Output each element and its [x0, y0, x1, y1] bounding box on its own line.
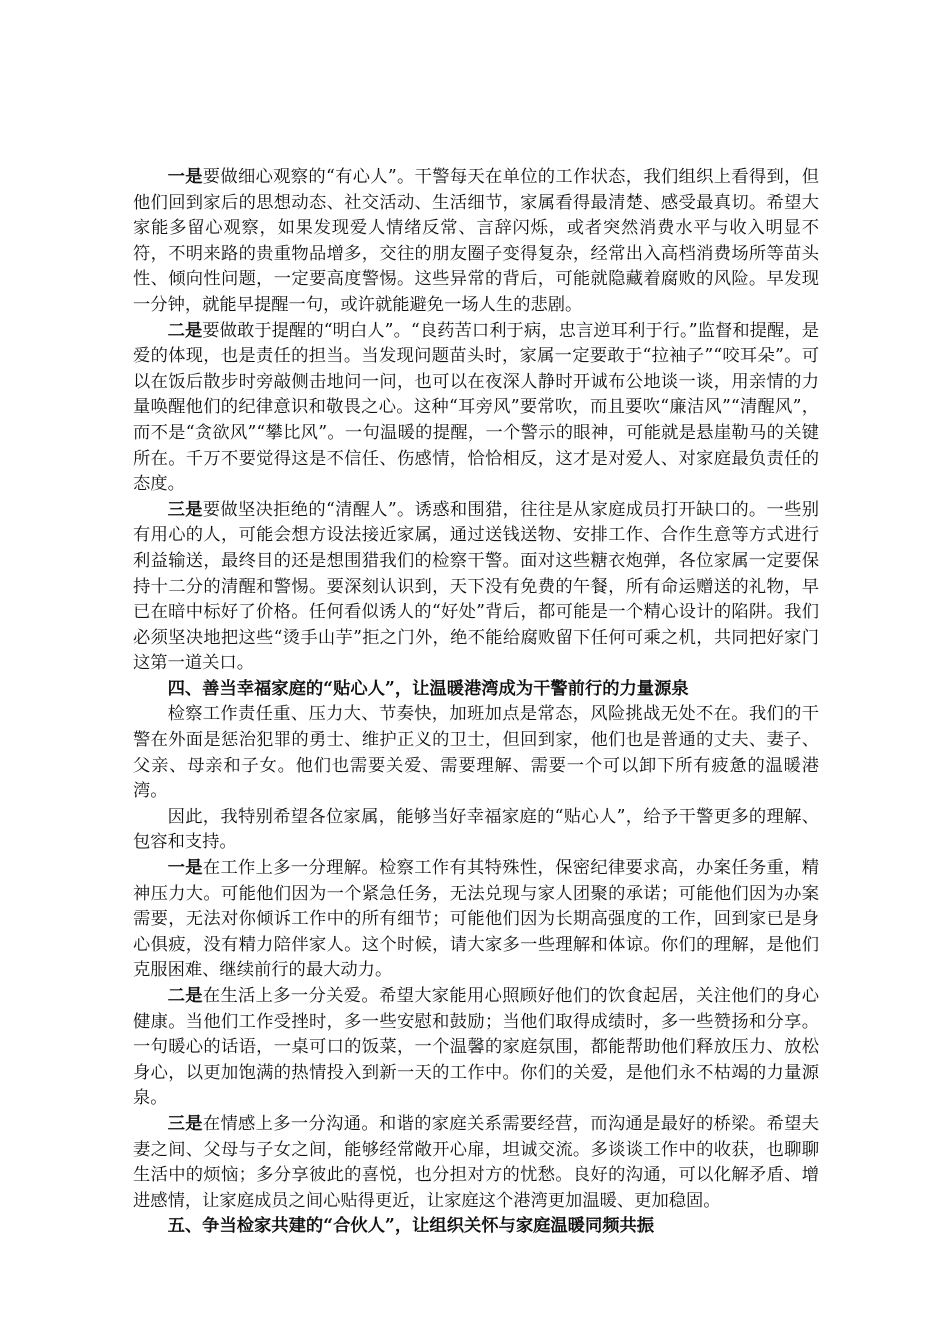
paragraph-text: 在生活上多一分关爱。希望大家能用心照顾好他们的饮食起居，关注他们的身心健康。当他们工作受挫时，多一些安慰和鼓励；当他们取得成绩时，多一些赞扬和分享。一句暖心的话语，一桌可口的饭菜，一个温馨的家庭氛围，都能帮助他们释放压力、放松身心，以更加饱满的热情投入到新一天的工作中。你们的关爱，是他们永不枯竭的力量源泉。	[133, 986, 819, 1109]
paragraph-1	[133, 165, 819, 319]
paragraph-lead: 二是	[167, 986, 203, 1006]
paragraph-lead: 一是	[167, 858, 203, 879]
section-heading-5: 五、争当检家共建的“合伙人”，让组织关怀与家庭温暖同频共振	[167, 1216, 655, 1237]
paragraph-9	[133, 1112, 819, 1214]
paragraph-8	[133, 984, 819, 1112]
paragraph-text: 在情感上多一分沟通。和谐的家庭关系需要经营，而沟通是最好的桥梁。希望夫妻之间、父母与子女之间，能够经常敞开心扉，坦诚交流。多谈谈工作中的收获，也聊聊生活中的烦恼；多分享彼此的喜悦，也分担对方的忧愁。良好的沟通，可以化解矛盾、增进感情，让家庭成员之间心贴得更近，让家庭这个港湾更加温暖、更加稳固。	[133, 1113, 819, 1211]
paragraph-text: 要做细心观察的“有心人”。干警每天在单位的工作状态，我们组织上看得到，但他们回到家后的思想动态、社交活动、生活细节，家属看得最清楚、感受最真切。希望大家能多留心观察，如果发现爱人情绪反常、言辞闪烁，或者突然消费水平与收入明显不符，不明来路的贵重物品增多，交往的朋友圈子变得复杂，经常出入高档消费场所等苗头性、倾向性问题，一定要高度警惕。这些异常的背后，可能就隐藏着腐败的风险。早发现一分钟，就能早提醒一句，或许就能避免一场人生的悲剧。	[133, 167, 819, 315]
paragraph-3	[133, 498, 819, 677]
paragraph-lead: 三是	[167, 499, 203, 520]
document-body	[133, 165, 819, 1240]
paragraph-7	[133, 856, 819, 984]
paragraph-text: 因此，我特别希望各位家属，能够当好幸福家庭的“贴心人”，给予干警更多的理解、包容和支持。	[133, 806, 819, 853]
paragraph-6	[133, 805, 819, 856]
paragraph-text: 在工作上多一分理解。检察工作有其特殊性，保密纪律要求高，办案任务重，精神压力大。可能他们因为一个紧急任务，无法兑现与家人团聚的承诺；可能他们因为办案需要，无法对你倾诉工作中的所有细节；可能他们因为长期高强度的工作，回到家已是身心俱疲，没有精力陪伴家人。这个时候，请大家多一些理解和体谅。你们的理解，是他们克服困难、继续前行的最大动力。	[133, 858, 819, 981]
paragraph-5	[133, 702, 819, 804]
paragraph-lead: 三是	[167, 1113, 203, 1134]
paragraph-lead: 一是	[167, 167, 203, 187]
paragraph-lead: 二是	[167, 320, 203, 341]
paragraph-2	[133, 319, 819, 498]
paragraph-text: 要做坚决拒绝的“清醒人”。诱惑和围猎，往往是从家庭成员打开缺口的。一些别有用心的人，可能会想方设法接近家属，通过送钱送物、安排工作、合作生意等方式进行利益输送，最终目的还是想围猎我们的检察干警。面对这些糖衣炮弹，各位家属一定要保持十二分的清醒和警惕。要深刻认识到，天下没有免费的午餐，所有命运赠送的礼物，早已在暗中标好了价格。任何看似诱人的“好处”背后，都可能是一个精心设计的陷阱。我们必须坚决地把这些“烫手山芋”拒之门外，绝不能给腐败留下任何可乘之机，共同把好家门这第一道关口。	[133, 499, 819, 674]
section-heading-4: 四、善当幸福家庭的“贴心人”，让温暖港湾成为干警前行的力量源泉	[167, 678, 689, 699]
paragraph-text: 要做敢于提醒的“明白人”。“良药苦口利于病，忠言逆耳利于行。”监督和提醒，是爱的体现，也是责任的担当。当发现问题苗头时，家属一定要敢于“拉袖子”“咬耳朵”。可以在饭后散步时旁敲侧击地问一问，也可以在夜深人静时开诚布公地谈一谈，用亲情的力量唤醒他们的纪律意识和敬畏之心。这种“耳旁风”要常吹，而且要吹“廉洁风”“清醒风”，而不是“贪欲风”“攀比风”。一句温暖的提醒，一个警示的眼神，可能就是悬崖勒马的关键所在。千万不要觉得这是不信任、伤感情，恰恰相反，这才是对爱人、对家庭最负责任的态度。	[133, 320, 819, 495]
paragraph-text: 检察工作责任重、压力大、节奏快，加班加点是常态，风险挑战无处不在。我们的干警在外面是惩治犯罪的勇士、维护正义的卫士，但回到家，他们也是普通的丈夫、妻子、父亲、母亲和子女。他们也需要关爱、需要理解、需要一个可以卸下所有疲惫的温暖港湾。	[133, 704, 819, 802]
